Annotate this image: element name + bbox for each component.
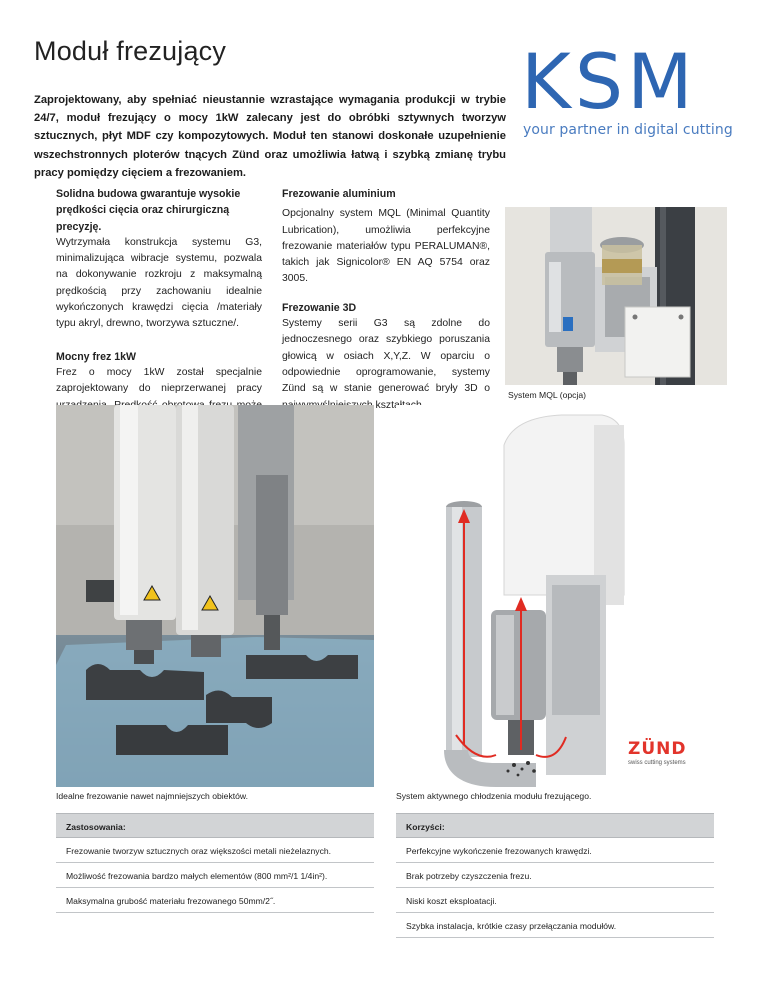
zund-logo-tagline: swiss cutting systems xyxy=(628,760,686,766)
benefits-table xyxy=(396,813,714,938)
zund-logo-text: ZÜND xyxy=(628,739,687,759)
applications-table xyxy=(56,813,374,913)
section-text: Wytrzymała konstrukcja systemu G3, minimalizująca wibracje systemu, pozwala na dokonywanie rozkroju z maksymalną prędkością przy zachowaniu idealnie wykończonych krawędzi cięcia /materiały typu akryl, drewno, tworzywa sztuczne/. xyxy=(56,236,262,330)
mql-system-photo xyxy=(505,207,727,385)
mql-caption: System MQL (opcja) xyxy=(508,390,586,400)
applications-header: Zastosowania: xyxy=(56,813,374,838)
cooling-caption: System aktywnego chłodzenia modułu frezującego. xyxy=(396,791,592,801)
section-heading: Frezowanie 3D xyxy=(282,301,357,314)
table-row: Perfekcyjne wykończenie frezowanych krawędzi. xyxy=(396,838,714,863)
section-heading: Solidna budowa gwarantuje wysokie prędkości cięcia oraz chirurgiczną precyzję. xyxy=(56,188,241,233)
ksm-logo xyxy=(521,37,746,138)
section-text: Frez o mocy 1kW został specjalnie zaprojektowany do nieprzerwanej pracy xyxy=(56,366,262,395)
middle-column xyxy=(282,186,490,414)
table-row: Niski koszt eksploatacji. xyxy=(396,888,714,913)
zund-logo xyxy=(628,739,708,777)
table-row: Maksymalna grubość materiału frezowanego 50mm/2˝. xyxy=(56,888,374,913)
intro-paragraph: Zaprojektowany, aby spełniać nieustannie wzrastające wymagania produkcji w trybie 24/7, moduł frezujący o mocy 1kW zalecany jest do obróbki sztywnych tworzyw sztucznych, płyt MDF czy kompozytowych. Moduł ten stanowi doskonałe uzupełnienie wszechstronnych ploterów tnących Zünd oraz umożliwia łatwą i szybką zmianę trybu pracy pomiędzy cięciem a frezowaniem. xyxy=(34,94,506,179)
section-text: Systemy serii G3 są zdolne do jednoczesnego oraz szybkiego poruszania głowicą w osiach X,Y,Z. W oparciu o odpowiednie oprogramowanie, systemy Zünd są w stanie generować bryły 3D o xyxy=(282,318,490,395)
section-heading: Frezowanie aluminium xyxy=(282,188,396,200)
benefits-header: Korzyści: xyxy=(396,813,714,838)
jigsaw-caption: Idealne frezowanie nawet najmniejszych obiektów. xyxy=(56,791,249,801)
section-heading: Mocny frez 1kW xyxy=(56,350,137,363)
jigsaw-milling-photo xyxy=(56,405,374,787)
cooling-system-photo xyxy=(396,405,714,787)
ksm-logo-text: KSM xyxy=(521,37,697,126)
ksm-logo-tagline: your partner in digital cutting xyxy=(523,122,733,138)
table-row: Frezowanie tworzyw sztucznych oraz większości metali nieżelaznych. xyxy=(56,838,374,863)
section-text: Opcjonalny system MQL (Minimal Quantity Lubrication), umożliwia perfekcyjne frezowanie materiałów typu PERALUMAN®, takich jak Signicolor® EN AQ 5754 oraz 3005. xyxy=(282,208,490,285)
table-row: Szybka instalacja, krótkie czasy przełączania modułów. xyxy=(396,913,714,938)
table-row: Brak potrzeby czyszczenia frezu. xyxy=(396,863,714,888)
table-row: Możliwość frezowania bardzo małych elementów (800 mm²/1 1/4in²). xyxy=(56,863,374,888)
page-title: Moduł frezujący xyxy=(34,36,227,66)
